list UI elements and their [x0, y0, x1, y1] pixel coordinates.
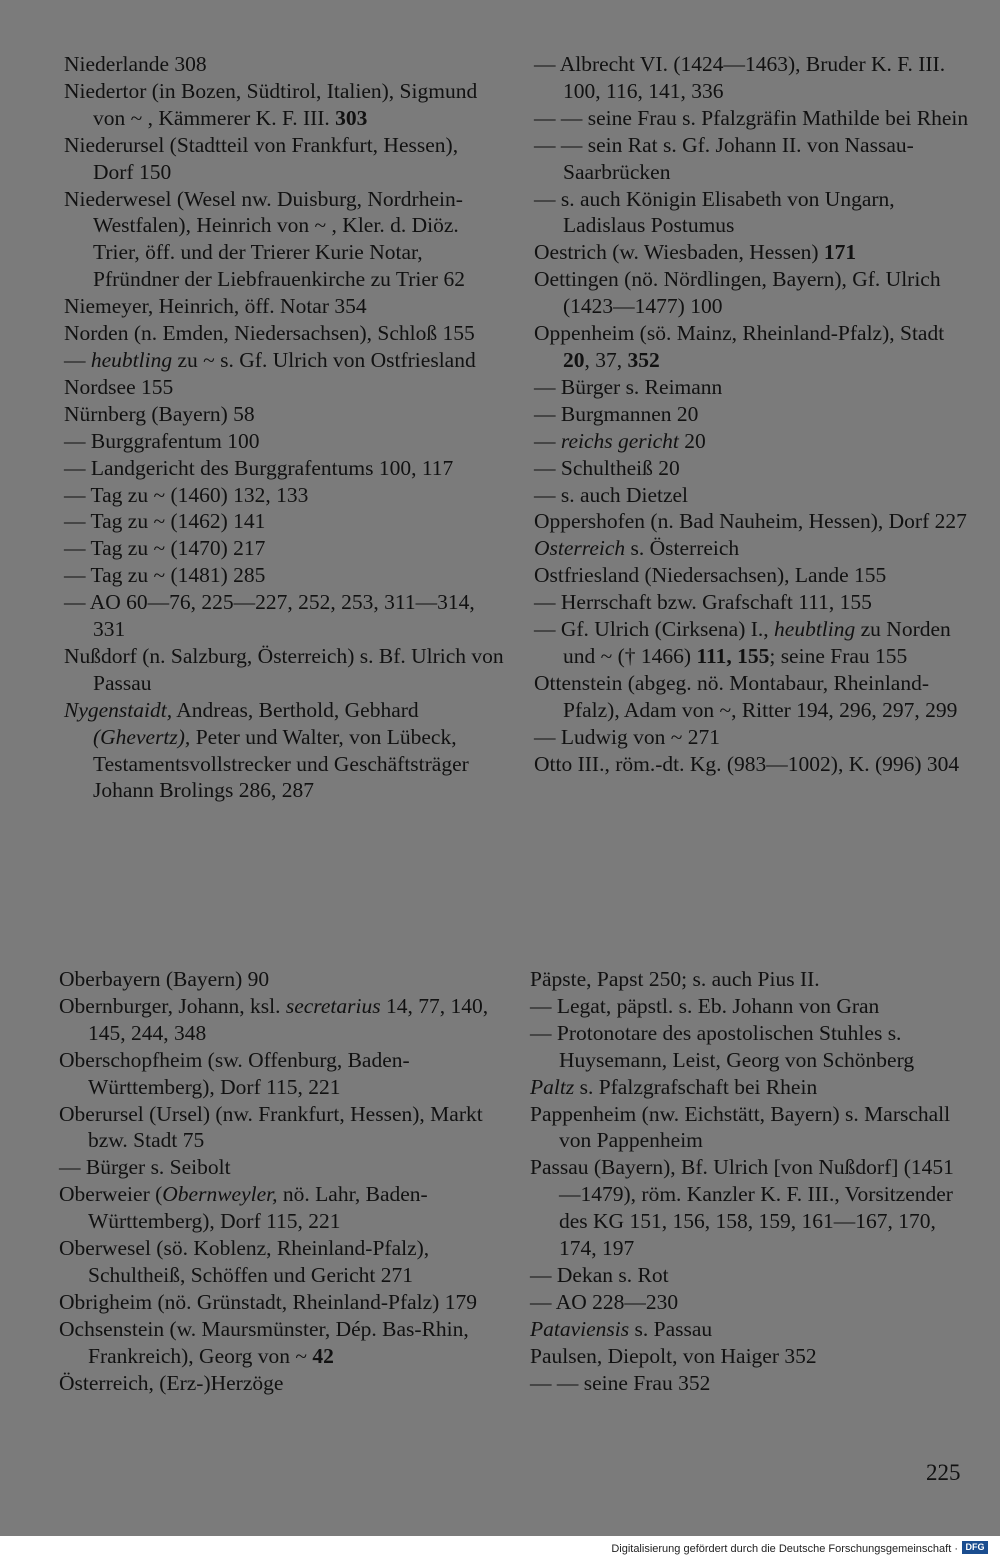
index-entry [530, 1343, 970, 1370]
entry-text: — Legat, päpstl. s. Eb. Johann von Gran [530, 993, 880, 1018]
page-number: 225 [926, 1460, 961, 1485]
index-entry [64, 482, 504, 509]
entry-text: Pataviensis [530, 1316, 630, 1341]
index-entry [534, 455, 974, 482]
index-entry [64, 535, 504, 562]
entry-text: Oberweier ( [59, 1182, 163, 1207]
entry-text: — Tag zu ~ (1481) 285 [64, 563, 266, 588]
entry-text: zu Norden und ~ († 1466) [563, 617, 951, 668]
entry-text: Ochsenstein (w. Maursmünster, Dép. Bas-Rhin, Frankreich), Georg von ~ [59, 1316, 469, 1368]
index-entry [534, 186, 974, 240]
index-column-top-left [64, 51, 504, 804]
entry-text: reichs gericht [560, 428, 679, 453]
index-entry [64, 347, 504, 374]
index-entry [530, 1101, 970, 1155]
entry-text: zu ~ s. Gf. Ulrich von Ostfriesland [172, 347, 476, 372]
entry-text: s. Pfalzgrafschaft bei Rhein [574, 1074, 818, 1099]
entry-text: — Gf. Ulrich (Cirksena) I., [534, 617, 775, 642]
entry-text: — s. auch Königin Elisabeth von Ungarn, Ladislaus Postumus [534, 186, 895, 238]
index-entry [59, 1181, 499, 1235]
index-entry [530, 993, 970, 1020]
index-entry [64, 428, 504, 455]
index-entry [64, 562, 504, 589]
index-entry [64, 401, 504, 428]
entry-text: — Bürger s. Reimann [534, 374, 723, 399]
entry-text: 171 [823, 240, 857, 265]
index-entry [59, 993, 499, 1047]
entry-text: — Ludwig von ~ 271 [534, 724, 721, 749]
index-entry [534, 724, 974, 751]
entry-text: Obrigheim (nö. Grünstadt, Rheinland-Pfalz) 179 [59, 1289, 477, 1314]
entry-text: Ottenstein (abgeg. nö. Montabaur, Rheinland-Pfalz), Adam von ~, Ritter 194, 296, 297, 299 [534, 670, 958, 722]
entry-text: 20 [678, 428, 706, 453]
index-entry [64, 643, 504, 697]
index-entry [59, 1370, 499, 1397]
entry-text: Peter und Walter, von Lübeck, Testamentsvollstrecker und Geschäftsträger Johann Brolings 286, 287 [93, 724, 469, 803]
entry-text: Norden (n. Emden, Niedersachsen), Schloß 155 [64, 321, 475, 346]
index-entry [64, 293, 504, 320]
index-entry [534, 320, 974, 374]
entry-text: — Albrecht VI. (1424—1463), Bruder K. F. III. 100, 116, 141, 336 [534, 52, 946, 103]
entry-text: Paltz [530, 1074, 575, 1099]
index-entry [530, 1020, 970, 1074]
entry-text: Oestrich (w. Wiesbaden, Hessen) [534, 240, 824, 265]
entry-text: — — seine Frau s. Pfalzgräfin Mathilde bei Rhein [534, 105, 969, 130]
index-entry [534, 670, 974, 724]
entry-text: secretarius [285, 993, 381, 1018]
index-entry [64, 132, 504, 186]
index-entry [530, 1289, 970, 1316]
dfg-logo: DFG [962, 1541, 988, 1554]
entry-text: — Herrschaft bzw. Grafschaft 111, 155 [534, 590, 872, 615]
index-entry [59, 1154, 499, 1181]
entry-text: Passau (Bayern), Bf. Ulrich [von Nußdorf] (1451—1479), röm. Kanzler K. F. III., Vorsitzender des KG 151, 156, 158, 159, 161—167, 170, 174, 197 [530, 1155, 954, 1261]
entry-text: Oppershofen (n. Bad Nauheim, Hessen), Dorf 227 [534, 509, 967, 534]
index-entry [534, 105, 974, 132]
entry-text: Andreas, Berthold, Gebhard [172, 697, 419, 722]
entry-text: Otto III., röm.-dt. Kg. (983—1002), K. (996) 304 [534, 751, 960, 776]
index-entry [530, 1262, 970, 1289]
index-entry [64, 51, 504, 78]
entry-text: Nygenstaidt, [64, 697, 173, 722]
entry-text: nö. Lahr, Baden-Württemberg), Dorf 115, 221 [88, 1182, 428, 1234]
footer-bar [0, 1536, 1000, 1559]
index-entry [534, 508, 974, 535]
index-column-bottom-left [59, 966, 499, 1397]
entry-text: Päpste, Papst 250; s. auch Pius II. [530, 967, 820, 991]
entry-text: — Tag zu ~ (1460) 132, 133 [64, 482, 309, 507]
entry-text: Obernburger, Johann, ksl. [59, 993, 286, 1018]
index-entry [59, 1289, 499, 1316]
index-entry [534, 266, 974, 320]
index-entry [64, 374, 504, 401]
index-entry [534, 589, 974, 616]
index-column-bottom-right [530, 966, 970, 1397]
entry-text: — Dekan s. Rot [530, 1262, 669, 1287]
entry-text: — Landgericht des Burggrafentums 100, 117 [64, 455, 454, 480]
entry-text: — — sein Rat s. Gf. Johann II. von Nassau-Saarbrücken [534, 132, 914, 184]
footer-credit: Digitalisierung gefördert durch die Deutsche Forschungsgemeinschaft · [611, 1543, 958, 1555]
entry-text: — Burgmannen 20 [534, 401, 699, 426]
entry-text: Oberursel (Ursel) (nw. Frankfurt, Hessen), Markt bzw. Stadt 75 [59, 1101, 483, 1153]
index-entry [64, 78, 504, 132]
entry-text: 352 [627, 347, 660, 372]
entry-text: Oberbayern (Bayern) 90 [59, 967, 270, 991]
index-entry [530, 1154, 970, 1262]
index-entry [534, 428, 974, 455]
entry-text: Österreich, (Erz-)Herzöge [59, 1370, 284, 1395]
entry-text: 111, 155 [696, 643, 770, 668]
index-column-top-right [534, 51, 974, 777]
entry-text: — Bürger s. Seibolt [59, 1155, 231, 1180]
index-entry [64, 186, 504, 294]
index-entry [534, 482, 974, 509]
entry-text: Obernweyler, [162, 1182, 278, 1207]
index-entry [534, 51, 974, 105]
entry-text: — [534, 428, 561, 453]
entry-text: — Tag zu ~ (1470) 217 [64, 536, 266, 561]
index-entry [59, 966, 499, 993]
index-entry [534, 616, 974, 670]
entry-text: — Tag zu ~ (1462) 141 [64, 509, 266, 534]
index-entry [534, 374, 974, 401]
index-entry [530, 1316, 970, 1343]
entry-text: — Protonotare des apostolischen Stuhles s. Huysemann, Leist, Georg von Schönberg [530, 1020, 915, 1072]
index-entry [530, 1074, 970, 1101]
entry-text: Oberwesel (sö. Koblenz, Rheinland-Pfalz), Schultheiß, Schöffen und Gericht 271 [59, 1236, 430, 1287]
entry-text: 14, 77, 140, 145, 244, 348 [88, 993, 489, 1045]
entry-text: — s. auch Dietzel [534, 482, 689, 507]
entry-text: s. Österreich [625, 536, 740, 561]
entry-text: 303 [335, 105, 368, 130]
index-entry [64, 697, 504, 805]
entry-text: heubtling [774, 617, 856, 642]
index-entry [534, 562, 974, 589]
entry-text: s. Passau [629, 1316, 713, 1341]
entry-text: Oettingen (nö. Nördlingen, Bayern), Gf. Ulrich (1423—1477) 100 [534, 267, 941, 319]
entry-text: Pappenheim (nw. Eichstätt, Bayern) s. Marschall von Pappenheim [530, 1101, 951, 1153]
index-entry [530, 1370, 970, 1397]
entry-text: Oppenheim (sö. Mainz, Rheinland-Pfalz), Stadt [534, 321, 945, 346]
entry-text: — AO 228—230 [530, 1289, 679, 1314]
entry-text: Paulsen, Diepolt, von Haiger 352 [530, 1343, 817, 1368]
entry-text: 42 [312, 1343, 334, 1368]
entry-text: Niederursel (Stadtteil von Frankfurt, Hessen), Dorf 150 [64, 132, 459, 184]
entry-text: (Ghevertz), [93, 724, 191, 749]
entry-text: Oberschopfheim (sw. Offenburg, Baden-Württemberg), Dorf 115, 221 [59, 1047, 410, 1099]
index-entry [534, 751, 974, 778]
index-entry [64, 455, 504, 482]
entry-text: — Schultheiß 20 [534, 455, 680, 480]
entry-text: ; seine Frau 155 [769, 643, 908, 668]
entry-text: — — seine Frau 352 [530, 1370, 711, 1395]
index-entry [64, 508, 504, 535]
index-entry [534, 239, 974, 266]
entry-text: — [64, 347, 91, 372]
entry-text: Niemeyer, Heinrich, öff. Notar 354 [64, 294, 367, 319]
index-entry [64, 320, 504, 347]
index-entry [530, 966, 970, 993]
entry-text: Niederwesel (Wesel nw. Duisburg, Nordrhein-Westfalen), Heinrich von ~ , Kler. d. Diöz. Trier, öff. und der Trierer Kurie Notar, Pfründner der Liebfrauenkirche zu Trier 62 [64, 186, 465, 292]
entry-text: 20 [563, 347, 585, 372]
entry-text: Osterreich [534, 536, 626, 561]
entry-text: heubtling [90, 347, 173, 372]
index-entry [59, 1047, 499, 1101]
index-entry [534, 132, 974, 186]
index-entry [64, 589, 504, 643]
index-entry [59, 1316, 499, 1370]
index-entry [534, 401, 974, 428]
index-entry [59, 1235, 499, 1289]
entry-text: Nürnberg (Bayern) 58 [64, 401, 255, 426]
entry-text: Niedertor (in Bozen, Südtirol, Italien), Sigmund von ~ , Kämmerer K. F. III. [64, 78, 478, 130]
entry-text: Ostfriesland (Niedersachsen), Lande 155 [534, 563, 887, 588]
entry-text: Nordsee 155 [64, 374, 174, 399]
entry-text: Nußdorf (n. Salzburg, Österreich) s. Bf. Ulrich von Passau [64, 643, 504, 695]
entry-text: , 37, [584, 347, 628, 372]
index-entry [534, 535, 974, 562]
entry-text: Niederlande 308 [64, 52, 207, 76]
index-entry [59, 1101, 499, 1155]
entry-text: — AO 60—76, 225—227, 252, 253, 311—314, 331 [64, 590, 475, 642]
entry-text: — Burggrafentum 100 [64, 428, 260, 453]
